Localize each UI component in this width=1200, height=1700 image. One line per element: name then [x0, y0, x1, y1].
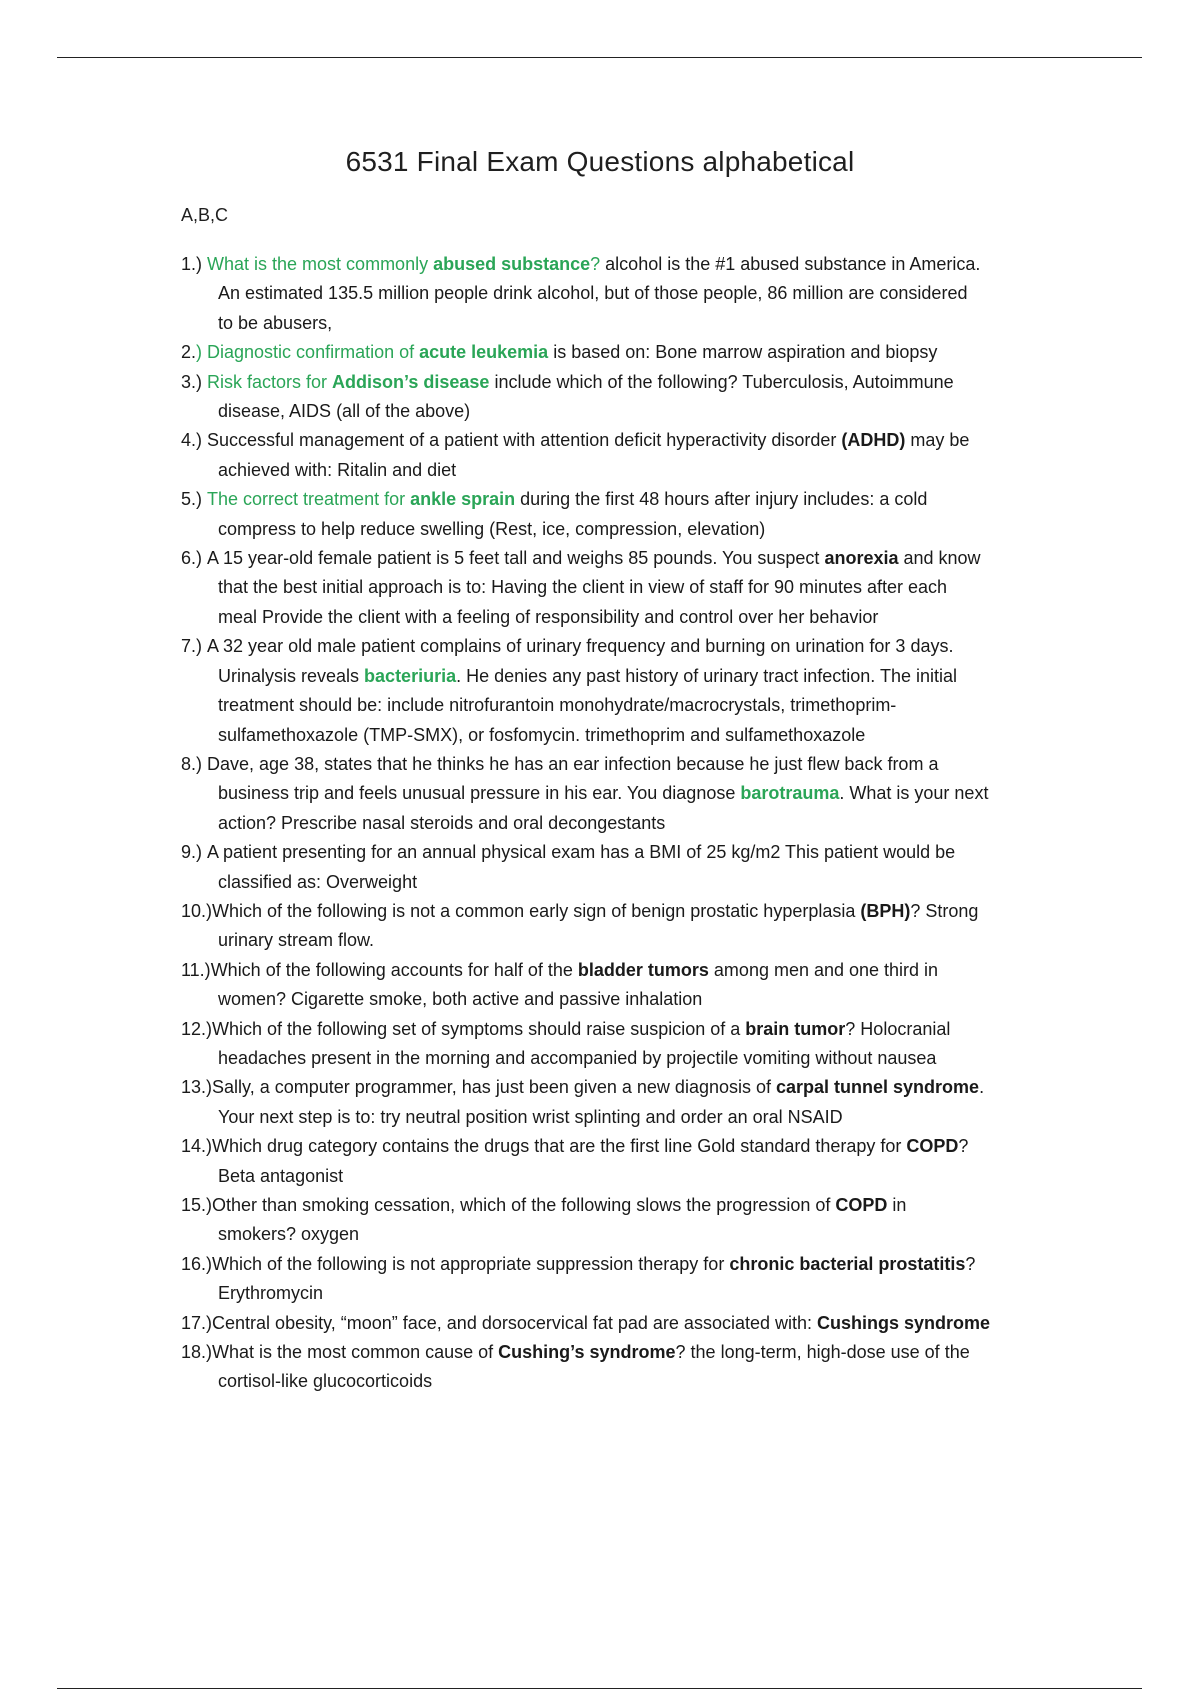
question-first-line: [207, 368, 1081, 397]
question-continuation-line: Beta antagonist: [218, 1165, 344, 1186]
question-text-segment: among men and one third in: [708, 959, 939, 980]
question-number: 10.): [181, 900, 213, 921]
question-item: [181, 1191, 1081, 1250]
question-text-segment: ?: [590, 254, 601, 274]
question-continuation-line: cortisol-like glucocorticoids: [218, 1371, 433, 1392]
question-continuation-line: [218, 721, 1081, 750]
question-continuation-line: meal Provide the client with a feeling of responsibility and control over her behavior: [218, 606, 879, 627]
question-item: [181, 485, 1081, 544]
question-number: 4.): [181, 430, 208, 451]
question-text-segment: alcohol is the #1 abused substance in America.: [600, 254, 981, 274]
question-first-line: [196, 338, 1081, 367]
question-number: 17.): [181, 1312, 213, 1333]
question-first-line: [212, 1191, 1081, 1220]
question-item: [181, 250, 1081, 338]
question-text-segment: ? Strong: [910, 900, 979, 921]
question-text-segment: COPD: [835, 1195, 888, 1215]
question-text-segment: bladder tumors: [577, 959, 709, 980]
bottom-rule: [57, 1688, 1142, 1689]
section-label: A,B,C: [181, 205, 229, 225]
question-text-segment: sulfamethoxazole (TMP-SMX), or fosfomycin. trimethoprim and sulfamethoxazole: [218, 724, 866, 745]
question-text-segment: barotrauma: [740, 783, 840, 804]
question-first-line: [212, 1073, 1081, 1102]
question-text-segment: COPD: [906, 1136, 959, 1157]
question-continuation-line: [218, 809, 1081, 838]
question-body: [212, 1191, 1081, 1250]
question-text-segment: Which of the following is not appropriate suppression therapy for: [212, 1253, 730, 1274]
question-body: [207, 250, 1081, 338]
question-number: 7.): [181, 636, 208, 657]
question-text-segment: and know: [898, 548, 981, 569]
question-continuation-line: headaches present in the morning and accompanied by projectile vomiting without nausea: [218, 1047, 937, 1068]
question-text-segment: treatment should be: include nitrofurantoin monohydrate/macrocrystals, trimethoprim-: [218, 695, 897, 716]
question-text-segment: What is the most common cause of: [212, 1342, 499, 1363]
question-body: [212, 1073, 1081, 1132]
question-item: [181, 1015, 1081, 1074]
question-item: [181, 368, 1081, 427]
question-text-segment: Central obesity, “moon” face, and dorsocervical fat pad are associated with:: [212, 1312, 817, 1333]
question-body: [207, 485, 1081, 544]
question-text-segment: bacteriuria: [364, 665, 457, 686]
question-continuation-line: disease, AIDS (all of the above): [218, 401, 471, 422]
question-body: [207, 368, 1081, 427]
question-first-line: [212, 1250, 1081, 1279]
question-text-segment: Urinalysis reveals: [218, 665, 365, 686]
question-body: [212, 1338, 1081, 1397]
question-item: [181, 544, 1081, 632]
question-item: [181, 1073, 1081, 1132]
question-body: [212, 897, 1081, 956]
question-text-segment: ankle sprain: [410, 489, 516, 510]
question-item: [181, 632, 1081, 750]
question-text-segment: Cushings syndrome: [817, 1312, 991, 1333]
question-item: [181, 750, 1081, 838]
question-text-segment: Addison’s disease: [332, 371, 490, 392]
question-text-segment: abused substance: [433, 254, 591, 274]
question-text-segment: Successful management of a patient with attention deficit hyperactivity disorder: [207, 430, 842, 451]
question-text-segment: in: [887, 1195, 907, 1215]
question-text-segment: ? Holocranial: [845, 1018, 951, 1039]
question-continuation-line: urinary stream flow.: [218, 930, 375, 951]
question-number: 15.): [181, 1195, 213, 1215]
question-text-segment: A patient presenting for an annual physical exam has a BMI of 25 kg/m2 This patient would be: [207, 842, 956, 863]
question-continuation-line: Your next step is to: try neutral position wrist splinting and order an oral NSAID: [218, 1106, 843, 1127]
question-number: 9.): [181, 842, 208, 863]
question-continuation-line: women? Cigarette smoke, both active and passive inhalation: [218, 989, 703, 1010]
question-continuation-line: compress to help reduce swelling (Rest, ice, compression, elevation): [218, 518, 766, 539]
question-first-line: [212, 1309, 1081, 1338]
question-text-segment: What is the most commonly: [207, 254, 434, 274]
question-body: [207, 544, 1081, 632]
question-number: 5.): [181, 489, 208, 510]
question-continuation-line: [218, 691, 1081, 720]
question-item: [181, 338, 1081, 367]
question-number: 12.): [181, 1018, 213, 1039]
question-number: 16.): [181, 1253, 213, 1274]
question-body: [212, 1250, 1081, 1309]
top-rule: [57, 57, 1142, 58]
question-text-segment: ? the long-term, high-dose use of the: [675, 1342, 970, 1363]
question-continuation-line: Erythromycin: [218, 1283, 324, 1304]
question-number: 2.: [181, 342, 197, 363]
question-number: 11.): [181, 959, 211, 980]
question-number: 13.): [181, 1077, 213, 1098]
question-number: 1.): [181, 254, 208, 274]
question-list: [181, 250, 1081, 1397]
question-item: [181, 1338, 1081, 1397]
question-text-segment: is based on: Bone marrow aspiration and biopsy: [548, 342, 938, 363]
question-first-line: [207, 750, 1081, 779]
question-text-segment: ) Diagnostic confirmation of: [196, 342, 420, 363]
question-first-line: [212, 1132, 1081, 1161]
question-first-line: [207, 485, 1081, 514]
question-continuation-line: An estimated 135.5 million people drink alcohol, but of those people, 86 million are considered: [218, 283, 968, 304]
question-continuation-line: to be abusers,: [218, 312, 333, 333]
question-body: [212, 1309, 1081, 1338]
question-text-segment: include which of the following? Tuberculosis, Autoimmune: [489, 371, 954, 392]
question-body: [212, 1132, 1081, 1191]
question-first-line: [212, 1015, 1081, 1044]
question-body: [196, 338, 1081, 367]
question-text-segment: brain tumor: [745, 1018, 846, 1039]
question-continuation-line: smokers? oxygen: [218, 1224, 360, 1245]
question-continuation-line: [218, 662, 1081, 691]
question-continuation-line: [218, 779, 1081, 808]
question-body: [207, 426, 1081, 485]
question-body: [207, 750, 1081, 838]
question-text-segment: (BPH): [860, 900, 911, 921]
question-text-segment: during the first 48 hours after injury includes: a cold: [515, 489, 928, 510]
question-text-segment: A 15 year-old female patient is 5 feet tall and weighs 85 pounds. You suspect: [207, 548, 825, 569]
question-item: [181, 956, 1081, 1015]
question-text-segment: ?: [965, 1253, 976, 1274]
question-text-segment: Which of the following accounts for half of the: [210, 959, 578, 980]
question-body: [207, 632, 1081, 750]
question-continuation-line: classified as: Overweight: [218, 871, 418, 892]
question-text-segment: (ADHD): [841, 430, 906, 451]
question-first-line: [207, 838, 1081, 867]
question-first-line: [212, 897, 1081, 926]
question-number: 3.): [181, 371, 208, 392]
question-first-line: [212, 1338, 1081, 1367]
question-text-segment: Other than smoking cessation, which of the following slows the progression of: [212, 1195, 836, 1215]
question-text-segment: The correct treatment for: [207, 489, 411, 510]
question-number: 14.): [181, 1136, 213, 1157]
question-text-segment: Sally, a computer programmer, has just been given a new diagnosis of: [212, 1077, 776, 1098]
question-body: [211, 956, 1081, 1015]
question-first-line: [207, 250, 1081, 279]
question-number: 6.): [181, 548, 208, 569]
question-body: [212, 1015, 1081, 1074]
question-number: 18.): [181, 1342, 213, 1363]
question-item: [181, 838, 1081, 897]
question-text-segment: carpal tunnel syndrome: [776, 1077, 980, 1098]
question-text-segment: acute leukemia: [419, 342, 549, 363]
question-text-segment: .: [979, 1077, 985, 1098]
question-body: [207, 838, 1081, 897]
document-title: 6531 Final Exam Questions alphabetical: [345, 146, 855, 177]
question-item: [181, 1309, 1081, 1338]
question-first-line: [211, 956, 1081, 985]
question-item: [181, 1250, 1081, 1309]
question-first-line: [207, 632, 1081, 661]
question-text-segment: Which of the following set of symptoms should raise suspicion of a: [212, 1018, 746, 1039]
question-item: [181, 897, 1081, 956]
question-continuation-line: achieved with: Ritalin and diet: [218, 459, 457, 480]
question-text-segment: A 32 year old male patient complains of urinary frequency and burning on urination for 3 days.: [207, 636, 954, 657]
question-text-segment: may be: [905, 430, 970, 451]
question-text-segment: anorexia: [824, 548, 899, 569]
question-first-line: [207, 426, 1081, 455]
question-first-line: [207, 544, 1081, 573]
question-text-segment: business trip and feels unusual pressure in his ear. You diagnose: [218, 783, 741, 804]
question-text-segment: Which drug category contains the drugs that are the first line Gold standard therapy for: [212, 1136, 907, 1157]
question-item: [181, 426, 1081, 485]
question-text-segment: . He denies any past history of urinary tract infection. The initial: [456, 665, 958, 686]
question-text-segment: Cushing’s syndrome: [498, 1342, 676, 1363]
question-text-segment: action? Prescribe nasal steroids and oral decongestants: [218, 812, 666, 833]
question-text-segment: Dave, age 38, states that he thinks he has an ear infection because he just flew back from a: [207, 753, 939, 774]
question-number: 8.): [181, 753, 208, 774]
question-continuation-line: that the best initial approach is to: Having the client in view of staff for 90 minutes after each: [218, 577, 948, 598]
question-item: [181, 1132, 1081, 1191]
question-text-segment: Which of the following is not a common early sign of benign prostatic hyperplasia: [212, 900, 861, 921]
question-text-segment: Risk factors for: [207, 371, 333, 392]
question-text-segment: ?: [958, 1136, 969, 1157]
question-text-segment: chronic bacterial prostatitis: [729, 1253, 966, 1274]
question-text-segment: . What is your next: [839, 783, 989, 804]
